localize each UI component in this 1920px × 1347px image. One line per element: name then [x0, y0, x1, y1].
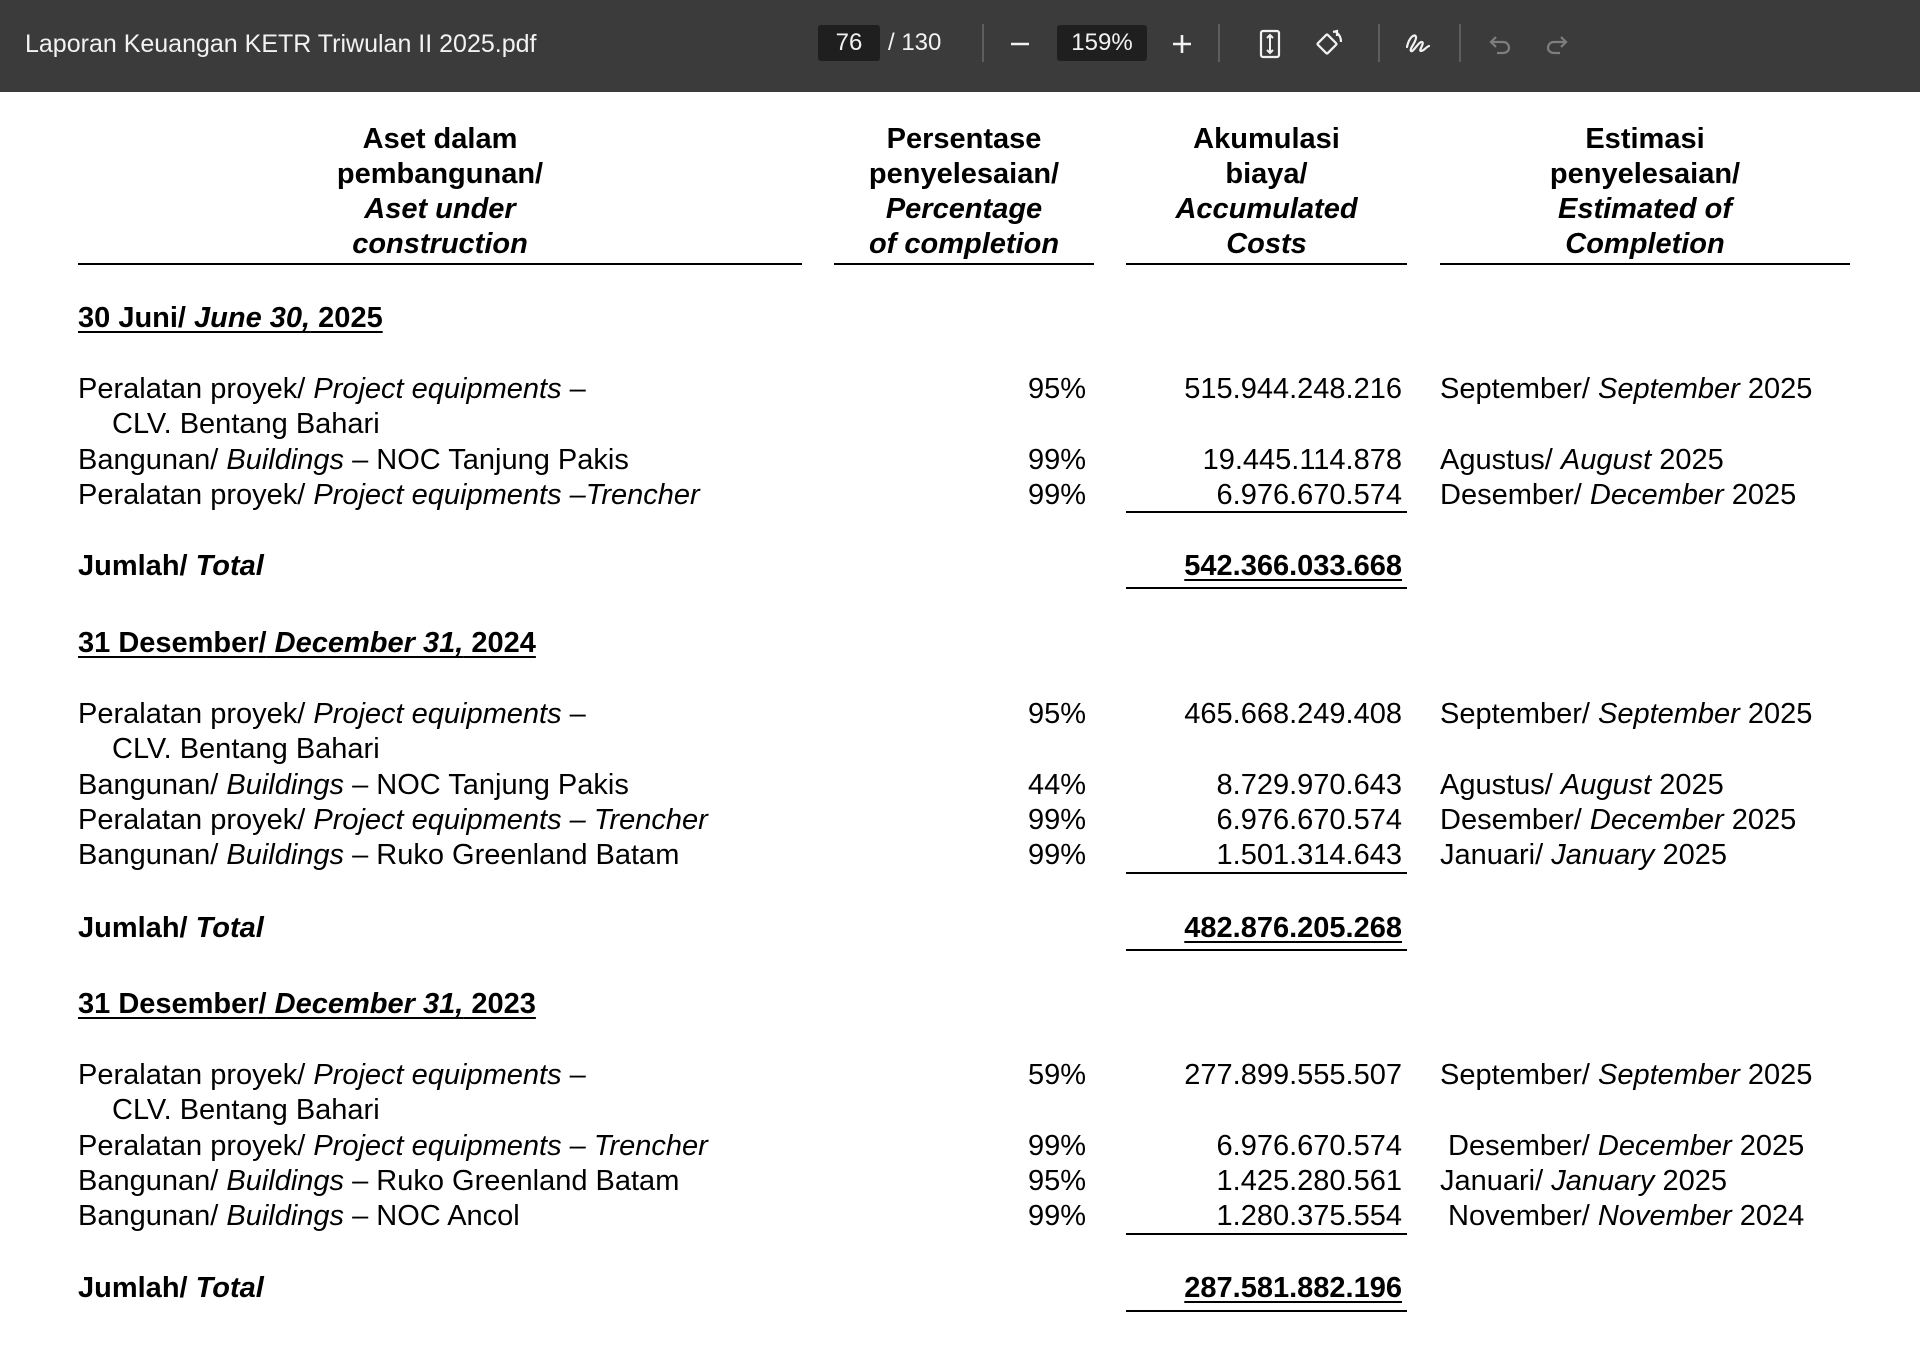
accumulated-cost: 6.976.670.574: [1216, 479, 1402, 511]
header-underline: [78, 263, 802, 265]
toolbar-divider: [1459, 24, 1461, 62]
accumulated-cost: 515.944.248.216: [1184, 373, 1402, 405]
accumulated-cost: 1.501.314.643: [1216, 839, 1402, 871]
header-underline: [1126, 263, 1407, 265]
asset-label: Peralatan proyek/ Project equipments – CLV. Bentang Bahari: [78, 698, 586, 765]
toolbar-divider: [982, 24, 984, 62]
estimated-completion: Desember/ December 2025: [1440, 479, 1797, 511]
completion-percentage: 99%: [1027, 1130, 1086, 1162]
total-label: Jumlah/ Total: [78, 912, 264, 944]
annotate-icon: [1403, 29, 1433, 59]
header-estimated-completion: Estimasi penyelesaian/ Estimated of Completion: [1549, 123, 1741, 260]
asset-label: Bangunan/ Buildings – NOC Tanjung Pakis: [78, 444, 629, 476]
estimated-completion: September/ September 2025: [1440, 373, 1813, 405]
fit-to-page-button[interactable]: [1248, 22, 1292, 66]
completion-percentage: 95%: [1027, 1165, 1086, 1197]
asset-label: Bangunan/ Buildings – Ruko Greenland Batam: [78, 839, 680, 871]
asset-label: Peralatan proyek/ Project equipments – Trencher: [78, 1130, 708, 1162]
estimated-completion: November/ November 2024: [1448, 1200, 1805, 1232]
section-title: 30 Juni/ June 30, 2025: [78, 302, 383, 334]
total-amount: 287.581.882.196: [1184, 1272, 1402, 1304]
zoom-in-button[interactable]: [1160, 22, 1204, 66]
zoom-out-button[interactable]: [998, 22, 1042, 66]
double-underline: [1126, 587, 1407, 589]
accumulated-cost: 465.668.249.408: [1184, 698, 1402, 730]
estimated-completion: Januari/ January 2025: [1440, 1165, 1727, 1197]
asset-label: Peralatan proyek/ Project equipments –Trencher: [78, 479, 700, 511]
total-amount: 542.366.033.668: [1184, 550, 1402, 582]
asset-label: Bangunan/ Buildings – Ruko Greenland Batam: [78, 1165, 680, 1197]
minus-icon: [1009, 33, 1031, 55]
completion-percentage: 44%: [1027, 769, 1086, 801]
header-percentage: Persentase penyelesaian/ Percentage of completion: [868, 123, 1060, 260]
double-underline: [1126, 1310, 1407, 1312]
estimated-completion: Agustus/ August 2025: [1440, 444, 1724, 476]
subtotal-rule: [1126, 1233, 1407, 1235]
asset-label: Bangunan/ Buildings – NOC Tanjung Pakis: [78, 769, 629, 801]
toolbar-divider: [1218, 24, 1220, 62]
section-title: 31 Desember/ December 31, 2024: [78, 627, 536, 659]
estimated-completion: Desember/ December 2025: [1440, 804, 1797, 836]
completion-percentage: 99%: [1027, 479, 1086, 511]
rotate-button[interactable]: [1306, 22, 1350, 66]
redo-icon: [1544, 31, 1570, 57]
total-amount: 482.876.205.268: [1184, 912, 1402, 944]
document-title: Laporan Keuangan KETR Triwulan II 2025.pdf: [25, 30, 537, 58]
annotate-button[interactable]: [1396, 22, 1440, 66]
redo-button[interactable]: [1535, 22, 1579, 66]
subtotal-rule: [1126, 872, 1407, 874]
completion-percentage: 99%: [1027, 839, 1086, 871]
estimated-completion: Desember/ December 2025: [1448, 1130, 1805, 1162]
page-number-input[interactable]: 76: [818, 25, 880, 61]
undo-button[interactable]: [1478, 22, 1522, 66]
header-underline: [834, 263, 1094, 265]
header-asset: Aset dalam pembangunan/ Aset under construction: [336, 123, 544, 260]
estimated-completion: Agustus/ August 2025: [1440, 769, 1724, 801]
header-accumulated-costs: Akumulasi biaya/ Accumulated Costs: [1175, 123, 1358, 260]
accumulated-cost: 19.445.114.878: [1202, 444, 1402, 476]
estimated-completion: Januari/ January 2025: [1440, 839, 1727, 871]
section-title: 31 Desember/ December 31, 2023: [78, 988, 536, 1020]
accumulated-cost: 1.280.375.554: [1216, 1200, 1402, 1232]
undo-icon: [1487, 31, 1513, 57]
pdf-toolbar: [0, 0, 1920, 92]
asset-label: Peralatan proyek/ Project equipments – CLV. Bentang Bahari: [78, 1059, 586, 1126]
accumulated-cost: 1.425.280.561: [1216, 1165, 1402, 1197]
zoom-level-input[interactable]: 159%: [1057, 25, 1147, 61]
asset-label: Bangunan/ Buildings – NOC Ancol: [78, 1200, 520, 1232]
double-underline: [1126, 949, 1407, 951]
total-label: Jumlah/ Total: [78, 1272, 264, 1304]
header-underline: [1440, 263, 1850, 265]
accumulated-cost: 6.976.670.574: [1216, 804, 1402, 836]
completion-percentage: 59%: [1027, 1059, 1086, 1091]
estimated-completion: September/ September 2025: [1440, 1059, 1813, 1091]
asset-label: Peralatan proyek/ Project equipments – CLV. Bentang Bahari: [78, 373, 586, 440]
asset-label: Peralatan proyek/ Project equipments – Trencher: [78, 804, 708, 836]
accumulated-cost: 277.899.555.507: [1184, 1059, 1402, 1091]
accumulated-cost: 6.976.670.574: [1216, 1130, 1402, 1162]
pdf-page: [0, 92, 1920, 1347]
total-label: Jumlah/ Total: [78, 550, 264, 582]
page-total: / 130: [888, 29, 942, 56]
completion-percentage: 95%: [1027, 373, 1086, 405]
subtotal-rule: [1126, 511, 1407, 513]
plus-icon: [1171, 33, 1193, 55]
fit-page-icon: [1258, 29, 1282, 59]
completion-percentage: 95%: [1027, 698, 1086, 730]
completion-percentage: 99%: [1027, 1200, 1086, 1232]
completion-percentage: 99%: [1027, 804, 1086, 836]
accumulated-cost: 8.729.970.643: [1216, 769, 1402, 801]
rotate-icon: [1312, 28, 1344, 60]
estimated-completion: September/ September 2025: [1440, 698, 1813, 730]
completion-percentage: 99%: [1027, 444, 1086, 476]
toolbar-divider: [1378, 24, 1380, 62]
